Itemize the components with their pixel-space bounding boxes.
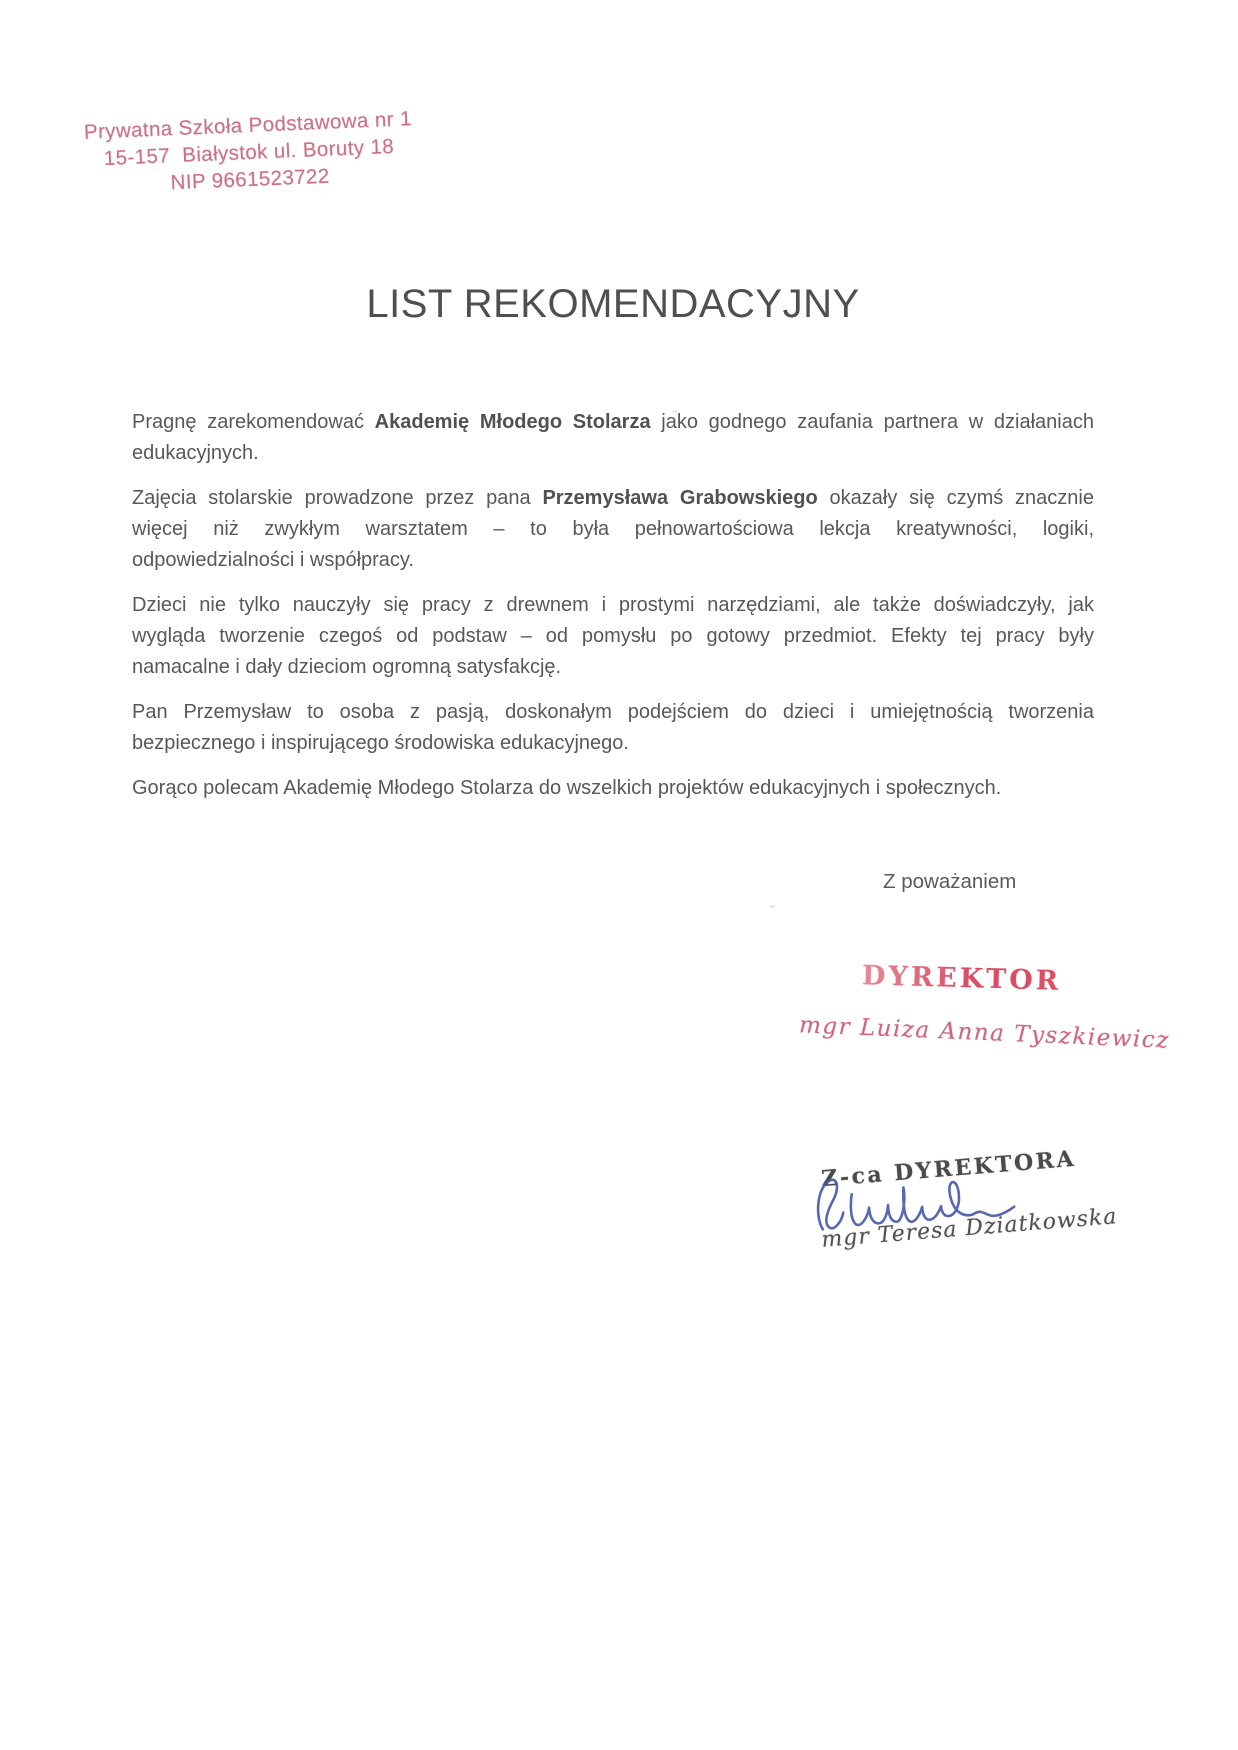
- school-stamp-line2: 15-157 Białystok ul. Boruty 18: [103, 134, 395, 171]
- school-stamp-line1: Prywatna Szkoła Podstawowa nr 1: [83, 107, 413, 144]
- paragraph-line: Dzieci nie tylko nauczyły się pracy z drewnem i prostymi narzędziami, ale także doświadczyły, jak: [132, 594, 1094, 616]
- deputy-director-stamp-title: Z-ca DYREKTORA: [820, 1145, 1077, 1193]
- director-stamp-title: DYREKTOR: [861, 960, 1062, 997]
- director-stamp-name: mgr Luiza Anna Tyszkiewicz: [798, 1012, 1171, 1054]
- paragraph-line: Pan Przemysław to osoba z pasją, doskonałym podejściem do dzieci i umiejętnością tworzenia: [132, 701, 1094, 723]
- paragraph: [132, 483, 1094, 576]
- paragraph-line: wygląda tworzenie czegoś od podstaw – od pomysłu po gotowy przedmiot. Efekty tej pracy były: [132, 625, 1094, 647]
- school-letterhead-stamp: [82, 105, 415, 200]
- paragraph-line: Zajęcia stolarskie prowadzone przez pana Przemysława Grabowskiego okazały się czymś znacznie: [132, 487, 1094, 509]
- closing-salutation: Z poważaniem: [883, 870, 1017, 893]
- paragraph: [132, 697, 1094, 759]
- paragraph: [132, 407, 1094, 469]
- scan-speck: [672, 410, 678, 413]
- paragraph-line: więcej niż zwykłym warsztatem – to była pełnowartościowa lekcja kreatywności, logiki,: [132, 518, 1094, 540]
- body-paragraphs: [132, 407, 1094, 818]
- paragraph-line: Pragnę zarekomendować Akademię Młodego Stolarza jako godnego zaufania partnera w działaniach: [132, 411, 1094, 433]
- paragraph-line: odpowiedzialności i współpracy.: [132, 549, 414, 571]
- paragraph-line: bezpiecznego i inspirującego środowiska edukacyjnego.: [132, 732, 629, 754]
- paragraph-line: edukacyjnych.: [132, 442, 259, 464]
- paragraph: [132, 590, 1094, 683]
- paragraph-line: namacalne i dały dzieciom ogromną satysfakcję.: [132, 656, 562, 678]
- paragraph-line: Gorąco polecam Akademię Młodego Stolarza do wszelkich projektów edukacyjnych i społecznych.: [132, 777, 1002, 799]
- letter-title: LIST REKOMENDACYJNY: [366, 282, 860, 326]
- school-stamp-line3: NIP 9661523722: [170, 164, 331, 195]
- paragraph: [132, 773, 1094, 804]
- deputy-director-stamp-name: mgr Teresa Dziatkowska: [820, 1204, 1119, 1253]
- scan-speck: [956, 520, 960, 523]
- scan-speck: [770, 905, 775, 908]
